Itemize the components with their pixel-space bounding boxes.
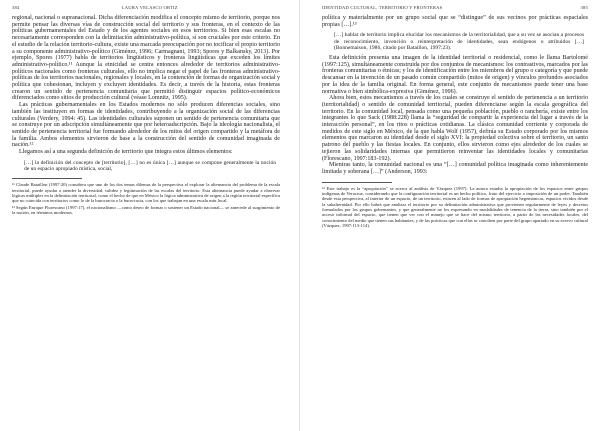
running-head <box>322 5 588 11</box>
paragraph: Mientras tanto, la comunidad nacional es una “[…] comunidad política imaginada como inherentemente limitada y soberana […]” (Anderson, 1993: <box>322 162 588 175</box>
paragraph: regional, nacional o supranacional. Dicha diferenciación modifica el concepto mismo de territorio, porque nos permite pensar las diversas vías de construcción social del territorio y sus fronteras, en el contexto de las políticas gubernamentales del Estado y de los agentes sociales en esos territorios. Si bien esas escalas no necesariamente corresponden con la delimitación administrativo-política, sí son cruciales por este criterio. En el estudio de la relación territorio-cultura, existe una marcada preocupación por no tocificar el propio territorio a su componente administrativo-político (Giménez, 1996; Carmagnani, 1993; Spores y Balkansky, 2013). Por ejemplo, Spores (1977) habla de territorios lingüísticos y fronteras lingüísticas que exceden los límites administrativo-político.¹¹ Aunque la etnicidad se centra entonces alrededor de territorios administrativo-políticos nacionales como fronteras culturales, ello no implica negar el papel de las fronteras administrativo-políticas de los territorios nacionales, regionales y locales, en la contención de formas de organización social y política que cohesionan, incluyen y excluyen identidades. Es decir, a través de la historia, estas fronteras crearon un sentido de pertenencia comunitaria que permitió distinguir espacios político-económicos diferenciados como sitios de producción cultural (véase Lomnitz, 1995). <box>12 15 280 102</box>
right-page <box>300 0 600 431</box>
quote-text: […] hablar de territorio implica elucidar los mecanismos de la territorialidad, que a su vez se asocian a procesos de reconocimiento, invención o reinterpretación de identidades, sean endógenos o atribuidos […] (Bonnemaison, 1986, citado por Bataillon, 1997:23). <box>334 32 584 51</box>
quote-text: […] la definición del concepto de [territorio], […] no es única […] aunque se compone generalmente la noción de un espacio apropiado mística, social, <box>24 159 276 172</box>
page-number: 385 <box>580 5 588 10</box>
paragraph: Llegamos así a una segunda definición de territorio que integra estos últimos elementos: <box>19 149 233 156</box>
running-head-title: LAURA VELASCO ORTIZ <box>121 5 178 10</box>
footnote-rule <box>322 182 392 183</box>
paragraph: Las prácticas gubernamentales en los Estados modernos no sólo producen diferencias sociales, sino también las instituyen en formas de identidades, contribuyendo a la organización social de las diferencias culturales (Verdery, 1994: 45). Las identidades culturales suponen un sentido de pertenencia comunitaria que se construye por un adscripción simultáneamente que por heteroadscripción. Bajo la ideología nacionalista, el sentido de pertenencia territorial fue formando alrededor de los mitos del origen compartido y la metáfora de la familia. Ambos elementos sirvieron de base a la construcción del sentido de comunidad imaginada de nación.¹² <box>12 102 280 149</box>
block-quote <box>334 32 584 51</box>
paragraph: Ahora bien, estos mecanismos a través de los cuales se construye el sentido de pertenencia a un territorio (territorialidad) o sentido de comunidad territorial, pueden diferenciarse según la escala geográfica del territorio. En la comunidad local, pensada como una pequeña población, pueblo o ranchería, existe entre los integrantes lo que Sack (1988:228) llama la “seguridad de compartir la experiencia del lugar a través de la interacción personal”, en los ritos o prácticas cotidianas. La clásica comunidad corriente y corporada de medidos de este siglo en México, de la que habla Wolf (1957), definía su Estado corporado por los mismos elementos que marcaron su identidad desde el siglo XVI: la propiedad colectiva sobre el territorio, un santo patrono del pueblo y las fiestas locales. En conjunto, ellos sirvieron como ejes alrededor de los cuales se tejieron las solidaridades internas que permitieron reinventar las identidades locales y comunitarias (Florescano, 1997:183-192). <box>322 95 588 162</box>
running-head-title: IDENTIDAD CULTURAL, TERRITORIO Y FRONTERAS <box>322 5 443 10</box>
block-quote <box>24 160 276 172</box>
paragraph: política y materialmente por un grupo social que se “distingue” de sus vecinos por prácticas espaciales propias […].¹³ <box>322 15 588 28</box>
footnote-rule <box>12 178 82 179</box>
body-text <box>12 15 280 156</box>
footnotes <box>322 186 588 229</box>
page-number: 384 <box>12 5 20 10</box>
footnote: ¹³ Este trabajo es la “apropiación” se acerca al análisis de Vázquez (1997). La autora estudia la apropiación de los espacios entre grupos indígenas de Veracruz, considerando que la configuración territorial es un hecho político, fruto del ejercicio o imposición de un poder. También desde esta perspectiva, al interior de un espacio, de un territorio, existen al lado de formas de apropiación hegemónicas, espacios vividos desde la subalternidad. Por ello habrá que analizar el territorio por su delimitación administrativa que provienen regularmente de leyes y decretos formulados por los grupos gobernantes, y que generalmente no los expresando en modalidades de tenencia de la tierra, sino también por el acceso informal del espacio, que tienen que ver con el manejo que se hace del mismo territorio, a partir de las necesidades locales, del conocimiento del medio que tienen sus habitantes, y de las prácticas que con ellas se conciben por parte del grupo apartado en su acervo cultural (Vázquez, 1997:113-114). <box>322 185 588 229</box>
footnotes <box>12 182 280 215</box>
footnote: ¹² Según Enrique Florescano (1997:17), el nacionalismo —como deseo de formar o sostener un Estado nacional— se antecede al surgimiento de la nación, en términos modernos. <box>12 204 280 215</box>
body-text <box>322 55 588 176</box>
paragraph: Esta definición presenta una imagen de la identidad territorial o residencial, como le llama Bartolomé (1997:125), simultáneamente construida por dos conjuntos de mecanismos: los contrastivos, marcados por las fronteras comunitarias o étnicas; y los de identificación entre los miembros del grupo o categoría y que puede descansar en la invención de un pasado común compartido (mitos de origen) y vínculos profundos asociados por la idea de la familia original. En forma general, este conjunto de mecanismos puede tener una base normativa o bien simbólica-expresiva (Giménez, 1996). <box>322 55 588 95</box>
running-head <box>12 5 280 11</box>
footnote: ¹¹ Claude Bataillon (1997:20) considera que uno de los dos temas dilemas de la perspectiva el explorar la alternancia del problema de la escala territorial, puede ayudar a atender la diversidad, validez y legitimación de las escalas del territorio. Esta alternancia puede ayudar a observar lógicas múltiples en la delimitación territorial, como el hecho de que en México la lógica administrativa de origen a la región territorial específica que no coincida con territorios como lo de la burocracia o la burocracia, con los que trabajan en una escala más local. <box>12 182 280 204</box>
body-text <box>322 15 588 28</box>
